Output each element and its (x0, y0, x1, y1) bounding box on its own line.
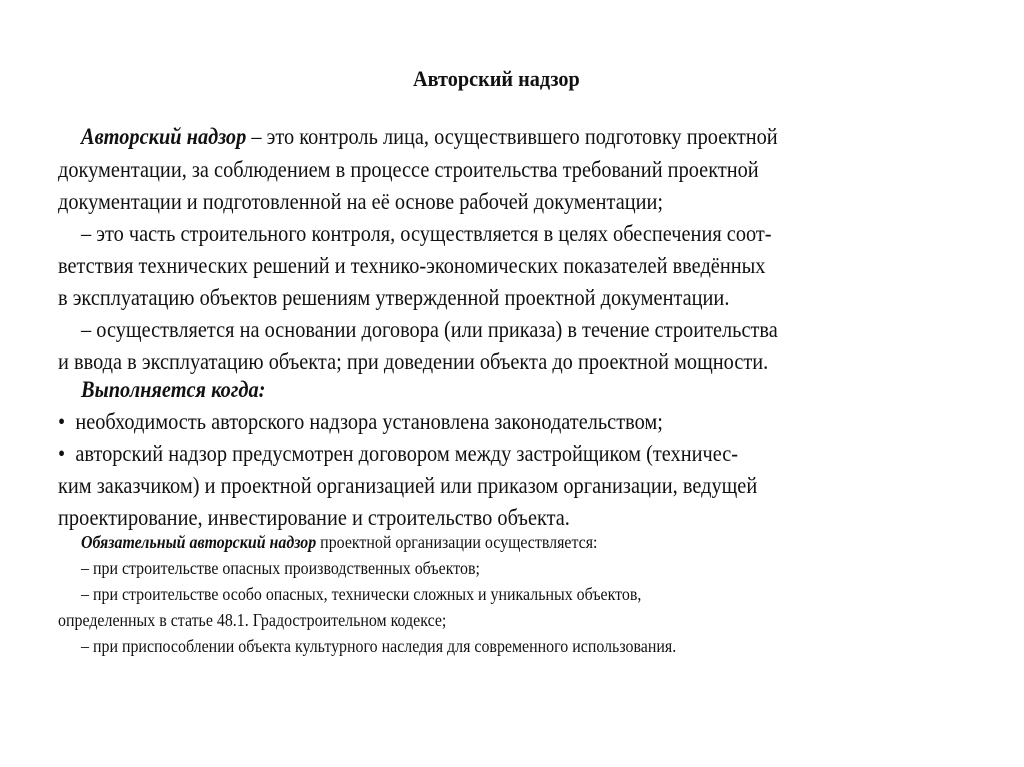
when-item-2 (58, 441, 738, 467)
mandatory-item-3: – при приспособлении объекта культурного наследия для современного использования. (81, 636, 677, 656)
when-item-2-text-1: авторский надзор предусмотрен договором между застройщиком (техничес- (75, 441, 739, 466)
part-of-control-line-1: – это часть строительного контроля, осуществляется в целях обеспечения соот- (81, 221, 772, 246)
when-heading: Выполняется когда: (81, 377, 266, 402)
definition-text: – это контроль лица, осуществившего подготовку проектной (246, 124, 778, 149)
when-item-2-text-2: ким заказчиком) и проектной организацией или приказом организации, ведущей (58, 473, 758, 498)
bullet-icon: • (58, 441, 66, 466)
definition-line-1 (81, 124, 778, 150)
mandatory-item-2-cont: определенных в статье 48.1. Градостроительном кодексе; (58, 610, 447, 630)
definition-term: Авторский надзор (81, 124, 247, 149)
mandatory-item-1: – при строительстве опасных производственных объектов; (81, 558, 480, 578)
page-title: Авторский надзор (413, 66, 580, 91)
mandatory-rest: проектной организации осуществляется: (316, 532, 598, 552)
when-item-1-text: необходимость авторского надзора установлена законодательством; (75, 409, 663, 434)
mandatory-term: Обязательный авторский надзор (81, 532, 317, 552)
bullet-icon: • (58, 409, 66, 434)
definition-line-2: документации, за соблюдением в процессе строительства требований проектной (58, 157, 759, 182)
part-of-control-line-3: в эксплуатацию объектов решениям утвержденной проектной документации. (58, 285, 730, 310)
basis-line-1: – осуществляется на основании договора (или приказа) в течение строительства (81, 317, 778, 342)
part-of-control-line-2: ветствия технических решений и технико-экономических показателей введённых (58, 253, 766, 278)
basis-line-2: и ввода в эксплуатацию объекта; при доведении объекта до проектной мощности. (58, 349, 769, 374)
mandatory-heading (81, 531, 597, 553)
when-item-2-text-3: проектирование, инвестирование и строительство объекта. (58, 505, 570, 530)
mandatory-item-2: – при строительстве особо опасных, технически сложных и уникальных объектов, (81, 584, 642, 604)
definition-line-3: документации и подготовленной на её основе рабочей документации; (58, 189, 664, 214)
when-item-1 (58, 409, 663, 435)
